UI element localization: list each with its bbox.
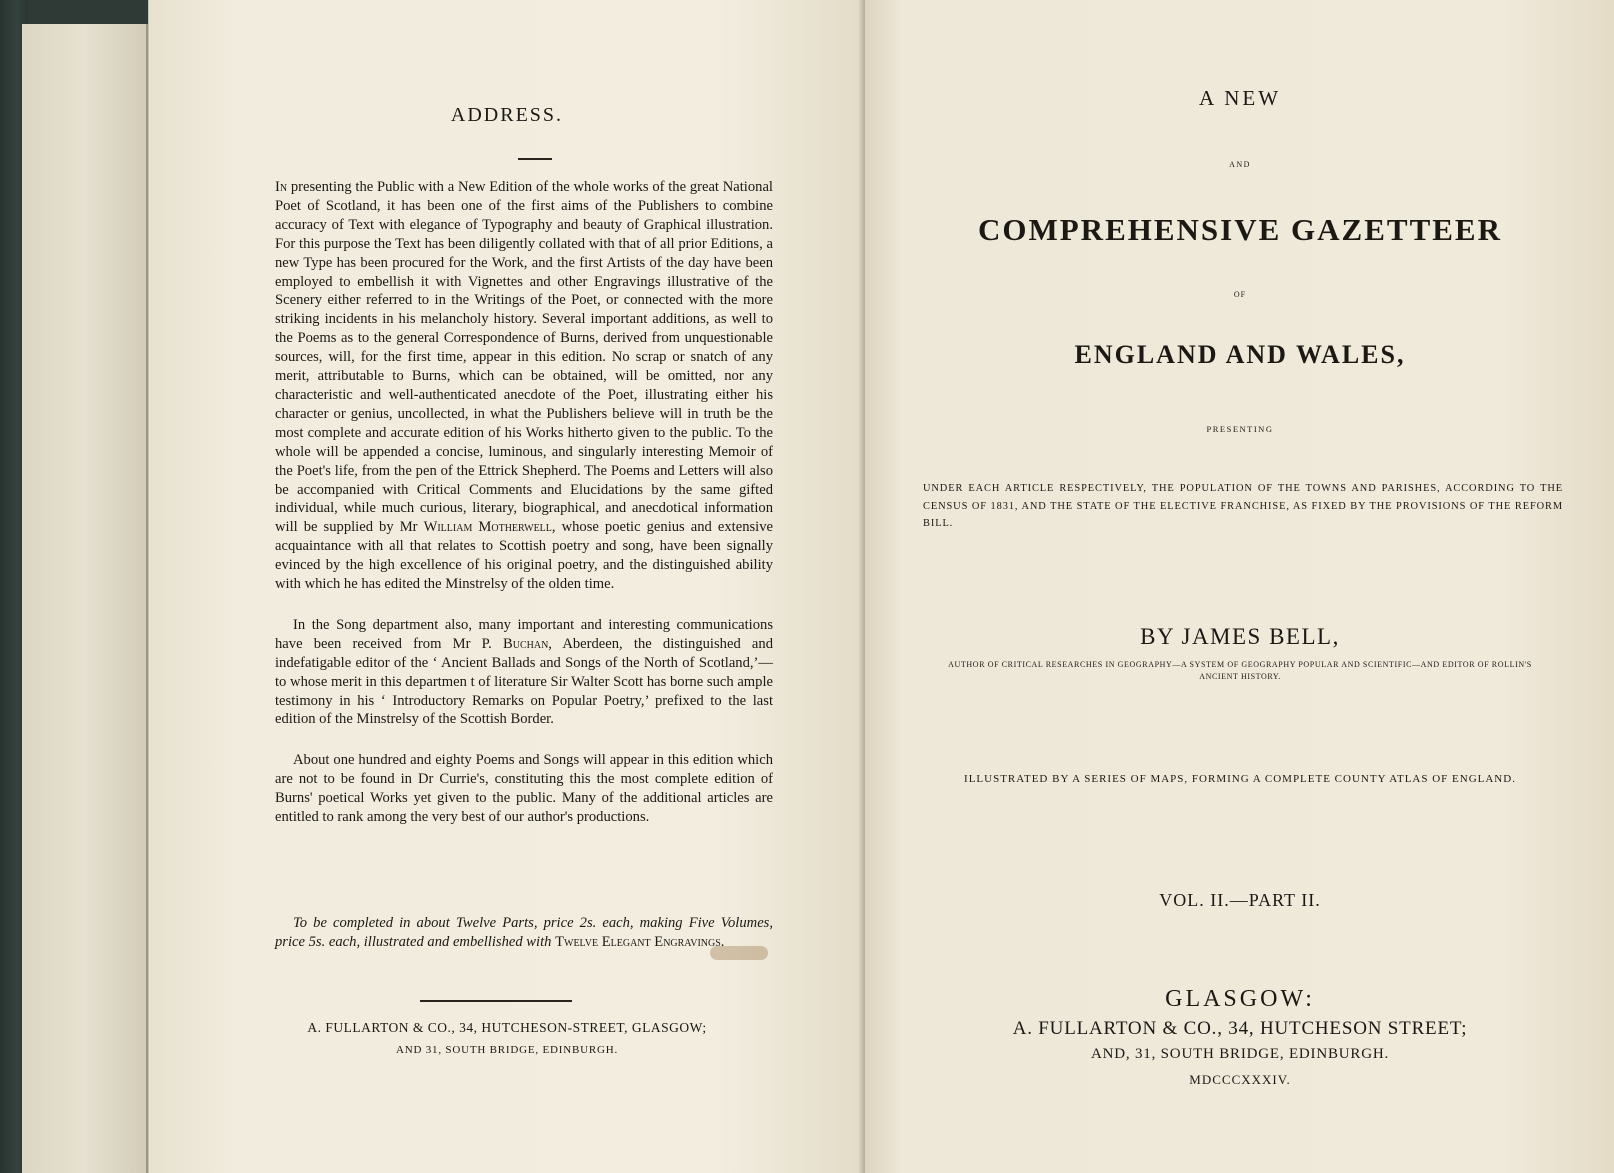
address-paragraph-2 — [275, 616, 773, 729]
name-buchan: Buchan — [503, 635, 549, 652]
imprint-line-2: AND 31, SOUTH BRIDGE, EDINBURGH. — [395, 1044, 619, 1056]
terms-text: To be completed in about Twelve Parts, price 2s. each, making Five Volumes, price 5s. each, illustrated and embellished with — [275, 915, 773, 950]
para2-text-a: In the Song department also, many important and interesting communications have been received from Mr P. — [275, 616, 773, 652]
left-page — [148, 0, 864, 1173]
address-title: ADDRESS. — [450, 104, 564, 126]
lead-word: In — [275, 179, 288, 195]
publication-terms — [275, 914, 773, 952]
title-main: COMPREHENSIVE GAZETTEER — [977, 212, 1502, 247]
imprint-date: MDCCCXXXIV. — [1189, 1072, 1291, 1087]
title-line-a-new: A NEW — [1198, 86, 1282, 110]
imprint-city: GLASGOW: — [1165, 986, 1315, 1012]
terms-caps: Twelve Elegant Engravings. — [555, 934, 725, 950]
imprint-rule — [420, 1000, 572, 1002]
title-line-and: AND — [1229, 160, 1251, 169]
title-rule — [518, 158, 552, 160]
para2-text-b: , Aberdeen, the distinguished and indefatigable editor of the ‘ Ancient Ballads and Songs of the North of Scotland,’—to whose merit in this departmen t of literature Sir Walter Scott has borne such ample testimony in his ‘ Introductory Remarks on Popular Poetry,’ prefixed to the last edition of the Minstrelsy of the Scottish Border. — [275, 635, 773, 728]
title-line-of: OF — [1233, 290, 1247, 299]
address-body — [275, 178, 773, 827]
address-paragraph-3: About one hundred and eighty Poems and Songs will appear in this edition which are not to be found in Dr Currie's, constituting this the most complete edition of Burns' poetical Works yet given to the public. Many of the additional articles are entitled to rank among the very best of our author's productions. — [275, 752, 773, 826]
para1-text-a: presenting the Public with a New Edition of the whole works of the great National Poet of Scotland, it has been one of the first aims of the Publishers to combine accuracy of Text with elegance of Typography and beauty of Graphical illustration. For this purpose the Text has been diligently collated with that of all prior Editions, a new Type has been procured for the Work, and the first Artists of the day have been employed to embellish it with Vignettes and other Engravings illustrative of the Scenery either referred to in the Writings of the Poet, or connected with the more striking incidents in his melancholy history. Several important additions, as well to the Poems as to the general Correspondence of Burns, derived from unquestionable sources, will, for the first time, appear in this edition. No scrap or snatch of any merit, attributable to Burns, which can be obtained, will be omitted, nor any characteristic and well-authenticated anecdote of the Poet, illustrating either his character or genius, uncollected, in what the Publishers believe will in truth be the most complete and accurate edition of his Works hitherto given to the public. To the whole will be appended a concise, luminous, and singularly interesting Memoir of the Poet's life, from the pen of the Ettrick Shepherd. The Poems and Letters will also be accompanied with Critical Comments and Elucidations by the same gifted individual, while much curious, literary, biographical, and anecdotical information will be supplied by Mr — [275, 179, 773, 536]
right-page — [864, 0, 1614, 1173]
illustration-note: ILLUSTRATED BY A SERIES OF MAPS, FORMING A COMPLETE COUNTY ATLAS OF ENGLAND. — [964, 773, 1516, 785]
imprint-publisher-line-2: AND, 31, SOUTH BRIDGE, EDINBURGH. — [1090, 1046, 1390, 1062]
para1-text-b: , whose poetic genius and extensive acquaintance with all that relates to Scottish poetry and song, have been signally evinced by the high excellence of his original poetry, and the distinguished ability with which he has edited the Minstrelsy of the olden time. — [275, 519, 773, 593]
address-paragraph-1 — [275, 178, 773, 594]
paper-stain — [710, 946, 768, 960]
name-motherwell: William Motherwell — [423, 519, 552, 536]
author-credits: AUTHOR OF CRITICAL RESEARCHES IN GEOGRAPHY—A SYSTEM OF GEOGRAPHY POPULAR AND SCIENTIFIC—AND EDITOR OF ROLLIN'S ANCIENT HISTORY. — [948, 660, 1532, 681]
imprint-publisher: A. FULLARTON & CO., 34, HUTCHESON STREET; — [1012, 1018, 1468, 1039]
imprint-line-1: A. FULLARTON & CO., 34, HUTCHESON-STREET, GLASGOW; — [307, 1020, 707, 1035]
volume-line: VOL. II.—PART II. — [1159, 890, 1321, 910]
title-line-presenting: PRESENTING — [1206, 424, 1274, 434]
author-line: BY JAMES BELL, — [1140, 624, 1340, 649]
title-region: ENGLAND AND WALES, — [1074, 340, 1406, 369]
endpaper — [22, 24, 148, 1173]
title-description: UNDER EACH ARTICLE RESPECTIVELY, THE POPULATION OF THE TOWNS AND PARISHES, ACCORDING TO THE CENSUS OF 1831, AND THE STATE OF THE ELECTIVE FRANCHISE, AS FIXED BY THE PROVISIONS OF THE REFORM BILL. — [923, 483, 1563, 529]
